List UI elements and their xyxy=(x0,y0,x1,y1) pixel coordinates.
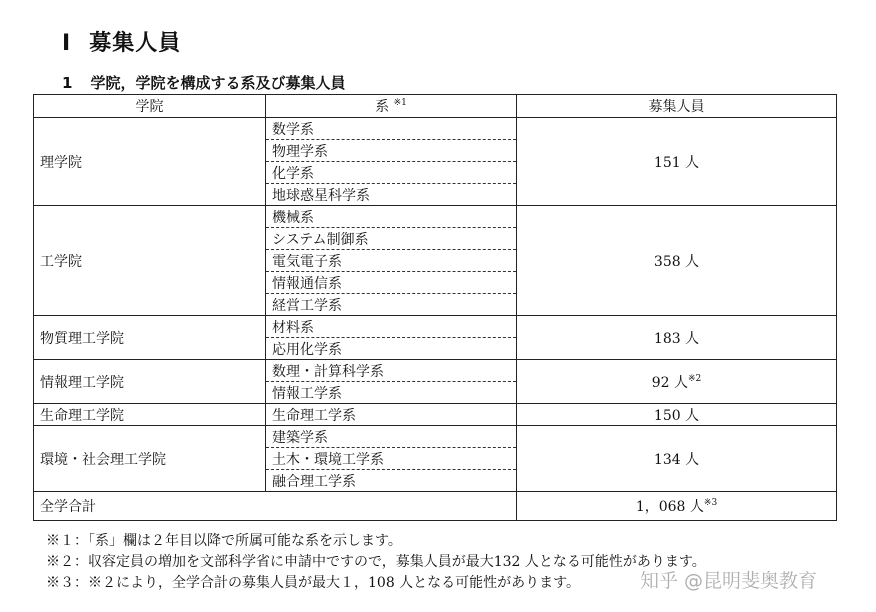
table-row xyxy=(34,360,837,382)
college-cell: 工学院 xyxy=(34,206,266,316)
total-count-note: ※3 xyxy=(703,498,718,508)
dept-cell: 土木・環境工学系 xyxy=(266,448,517,470)
college-cell: 生命理工学院 xyxy=(34,404,266,426)
table-row xyxy=(34,426,837,448)
watermark: 知乎 @昆明斐奥教育 xyxy=(640,570,818,592)
table-row xyxy=(34,316,837,338)
count-cell xyxy=(517,316,837,360)
count-cell xyxy=(517,206,837,316)
table-row xyxy=(34,206,837,228)
subsection-title: 学院，学院を構成する系及び募集人員 xyxy=(90,74,346,92)
count-value: 150 人 xyxy=(653,407,700,424)
subsection-number: 1 xyxy=(62,74,73,92)
footnote-1: ※１：「系」欄は２年目以降で所属可能な系を示します。 xyxy=(46,533,402,549)
footnote-2: ※２：収容定員の増加を文部科学省に申請中ですので，募集人員が最大132 人となる可能性があります。 xyxy=(46,554,706,570)
header-college: 学院 xyxy=(34,95,266,118)
table-row xyxy=(34,118,837,140)
table-row xyxy=(34,404,837,426)
count-cell xyxy=(517,426,837,492)
college-cell: 理学院 xyxy=(34,118,266,206)
total-count-value: 1，068 人 xyxy=(635,499,704,515)
dept-cell: 材料系 xyxy=(266,316,517,338)
dept-cell: 電気電子系 xyxy=(266,250,517,272)
college-cell: 物質理工学院 xyxy=(34,316,266,360)
count-value: 134 人 xyxy=(653,451,700,468)
header-dept-label: 系 xyxy=(375,99,390,115)
section-heading xyxy=(62,26,181,57)
dept-cell: システム制御系 xyxy=(266,228,517,250)
count-value: 92 人 xyxy=(651,374,688,391)
header-dept-note: ※1 xyxy=(393,98,407,108)
dept-cell: 化学系 xyxy=(266,162,517,184)
total-count-cell xyxy=(517,492,837,521)
section-title: 募集人員 xyxy=(89,31,182,56)
dept-cell: 経営工学系 xyxy=(266,294,517,316)
dept-cell: 融合理工学系 xyxy=(266,470,517,492)
table-header-row xyxy=(34,95,837,118)
count-cell xyxy=(517,118,837,206)
total-row xyxy=(34,492,837,521)
college-cell: 環境・社会理工学院 xyxy=(34,426,266,492)
college-cell: 情報理工学院 xyxy=(34,360,266,404)
dept-cell: 建築学系 xyxy=(266,426,517,448)
count-value: 358 人 xyxy=(653,253,700,270)
dept-cell: 数学系 xyxy=(266,118,517,140)
count-value: 151 人 xyxy=(653,154,700,171)
dept-cell: 応用化学系 xyxy=(266,338,517,360)
recruitment-table xyxy=(33,94,837,521)
count-note: ※2 xyxy=(687,373,702,384)
subsection-heading xyxy=(62,72,345,93)
total-label: 全学合計 xyxy=(34,492,517,521)
dept-cell: 生命理工学系 xyxy=(266,404,517,426)
dept-cell: 情報通信系 xyxy=(266,272,517,294)
dept-cell: 機械系 xyxy=(266,206,517,228)
header-count: 募集人員 xyxy=(517,95,837,118)
section-number: Ⅰ xyxy=(62,31,72,56)
footnote-3: ※３：※２により，全学合計の募集人員が最大１，108 人となる可能性があります。 xyxy=(46,575,581,591)
dept-cell: 物理学系 xyxy=(266,140,517,162)
dept-cell: 地球惑星科学系 xyxy=(266,184,517,206)
count-cell xyxy=(517,404,837,426)
header-dept xyxy=(266,95,517,118)
count-value: 183 人 xyxy=(653,330,700,347)
dept-cell: 数理・計算科学系 xyxy=(266,360,517,382)
dept-cell: 情報工学系 xyxy=(266,382,517,404)
table-body xyxy=(34,118,837,521)
count-cell xyxy=(517,360,837,404)
footnotes xyxy=(46,531,706,594)
